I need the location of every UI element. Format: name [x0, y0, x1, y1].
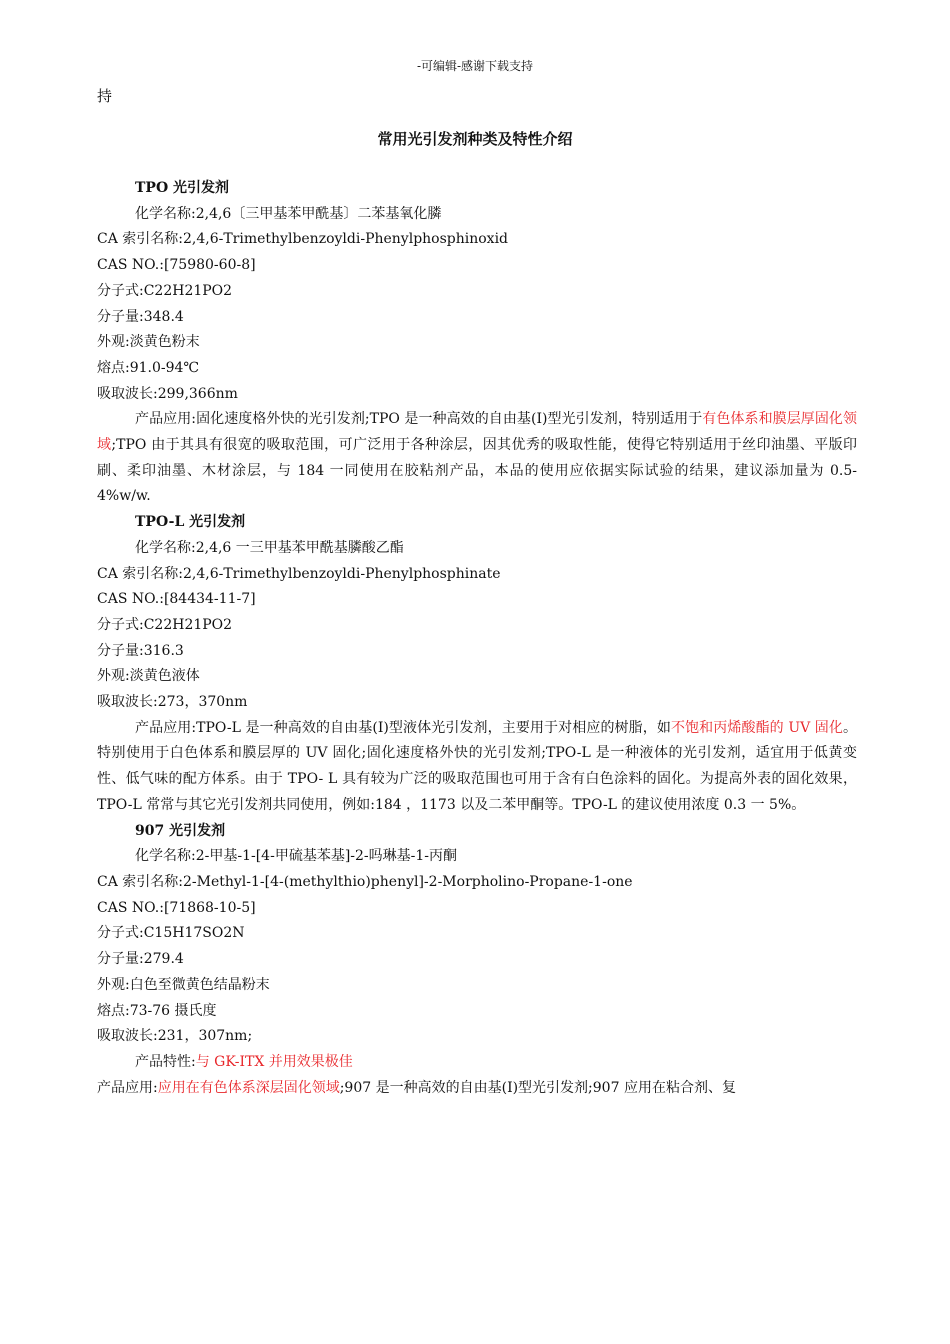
p907-molecular-weight: 分子量:279.4: [97, 951, 184, 968]
document-body: [97, 176, 857, 1101]
tpo-application-paragraph: [97, 407, 857, 510]
tpo-chemical-name: 化学名称:2,4,6〔三甲基苯甲酰基〕二苯基氧化膦: [135, 205, 442, 222]
p907-absorption: 吸取波长:231，307nm;: [97, 1028, 253, 1045]
tpo-application-text-2: ;TPO 由于其具有很宽的吸取范围，可广泛用于各种涂层，因其优秀的吸取性能，使得它特别适用于丝印油墨、平版印刷、柔印油墨、木材涂层，与 184 一同使用在胶粘剂产品，本品的使用应依据实际试验的结果，建议添加量为 0.5-4%w/w.: [97, 437, 858, 505]
p907-feature-highlight: 与 GK-ITX 并用效果极佳: [195, 1053, 353, 1070]
tpol-application-paragraph: [97, 716, 857, 819]
document-title: 常用光引发剂种类及特性介绍: [377, 130, 573, 148]
page-header: -可编辑-感谢下载支持: [416, 59, 534, 73]
section-heading-tpo-l: TPO-L 光引发剂: [135, 514, 246, 531]
tpol-ca-name: CA 索引名称:2,4,6-Trimethylbenzoyldi-Phenylphosphinate: [97, 565, 501, 582]
tpo-molecular-weight: 分子量:348.4: [97, 308, 184, 325]
p907-melting-point: 熔点:73-76 摄氏度: [97, 1002, 217, 1019]
tpo-cas-number: CAS NO.:[75980-60-8]: [97, 257, 256, 274]
tpol-molecular-weight: 分子量:316.3: [97, 642, 184, 659]
p907-application-line: [97, 1076, 857, 1102]
tpol-appearance: 外观:淡黄色液体: [97, 668, 200, 685]
p907-feature-line: [97, 1050, 857, 1076]
tpo-formula: 分子式:C22H21PO2: [97, 282, 233, 299]
section-heading-tpo: TPO 光引发剂: [135, 180, 230, 196]
tpol-cas-number: CAS NO.:[84434-11-7]: [97, 591, 256, 608]
section-heading-907: 907 光引发剂: [135, 822, 226, 839]
tpo-ca-name: CA 索引名称:2,4,6-Trimethylbenzoyldi-Phenylphosphinoxid: [97, 231, 509, 248]
p907-formula: 分子式:C15H17SO2N: [97, 925, 245, 942]
carryover-text: 持: [97, 87, 113, 105]
tpol-formula: 分子式:C22H21PO2: [97, 616, 233, 633]
tpo-application-text-1: 产品应用:固化速度格外快的光引发剂;TPO 是一种高效的自由基(I)型光引发剂，特别适用于: [135, 411, 703, 428]
tpol-application-highlight: 不饱和丙烯酸酯的 UV 固化: [670, 719, 843, 736]
tpo-absorption: 吸取波长:299,366nm: [97, 385, 238, 402]
tpo-appearance: 外观:淡黄色粉末: [97, 334, 200, 351]
p907-ca-name: CA 索引名称:2-Methyl-1-[4-(methylthio)phenyl]-2-Morpholino-Propane-1-one: [97, 873, 633, 890]
tpol-chemical-name: 化学名称:2,4,6 一三甲基苯甲酰基膦酸乙酯: [135, 539, 404, 556]
tpo-melting-point: 熔点:91.0-94℃: [97, 359, 200, 376]
p907-application-label: 产品应用:: [97, 1079, 158, 1096]
p907-cas-number: CAS NO.:[71868-10-5]: [97, 899, 256, 916]
p907-application-highlight: 应用在有色体系深层固化领域: [157, 1079, 340, 1096]
tpol-application-text-2: 。特别使用于白色体系和膜层厚的 UV 固化;固化速度格外快的光引发剂;TPO-L 是一种液体的光引发剂，适宜用于低黄变性、低气味的配方体系。由于 TPO- L 具有较为广泛的吸取范围也可用于含有白色涂料的固化。为提高外表的固化效果，TPO-L 常常与其它光引发剂共同使用，例如:184 ，1173 以及二苯甲酮等。TPO-L 的建议使用浓度 0.3 一 5%。: [97, 719, 857, 813]
tpol-application-text-1: 产品应用:TPO-L 是一种高效的自由基(I)型液体光引发剂，主要用于对相应的树脂，如: [135, 719, 671, 736]
p907-chemical-name: 化学名称:2-甲基-1-[4-甲硫基苯基]-2-吗琳基-1-丙酮: [135, 848, 458, 865]
p907-application-text: ;907 是一种高效的自由基(I)型光引发剂;907 应用在粘合剂、复: [339, 1079, 736, 1096]
tpol-absorption: 吸取波长:273，370nm: [97, 694, 248, 711]
p907-feature-label: 产品特性:: [135, 1053, 196, 1070]
tpo-application-highlight: 有色体系和膜层厚固化领域: [97, 411, 857, 454]
p907-appearance: 外观:白色至微黄色结晶粉末: [97, 976, 270, 993]
